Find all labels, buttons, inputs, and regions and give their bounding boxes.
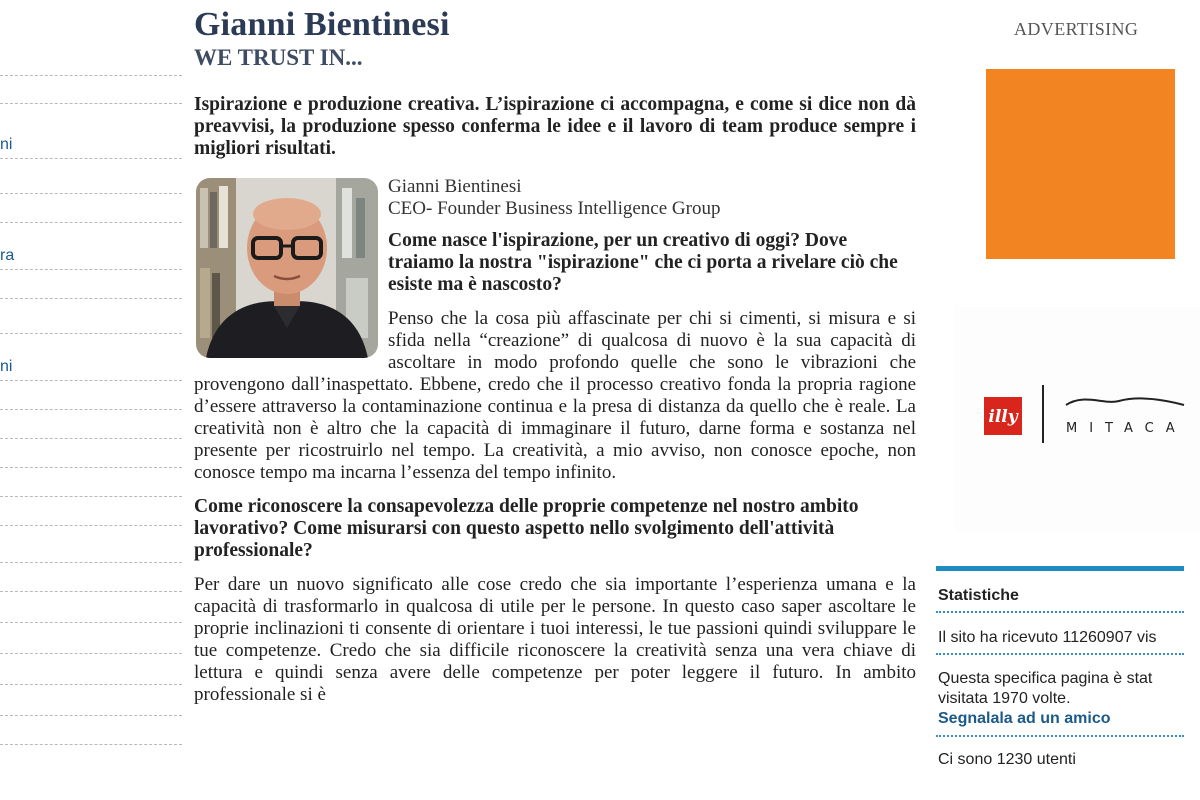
mitaca-logo-text: MITACA — [1066, 421, 1187, 436]
advertising-label: ADVERTISING — [1014, 19, 1139, 39]
nav-divider — [0, 525, 182, 526]
main-content — [194, 6, 916, 706]
nav-divider — [0, 75, 182, 76]
nav-divider — [0, 103, 182, 104]
statistics-box — [936, 571, 1200, 769]
statistics-users-online: Ci sono 1230 utenti — [938, 751, 1076, 768]
nav-divider — [0, 591, 182, 592]
portrait-image — [196, 178, 378, 358]
nav-divider — [0, 622, 182, 623]
nav-divider — [0, 496, 182, 497]
nav-item-fragment[interactable]: ni — [0, 358, 13, 375]
illy-logo-text: illy — [988, 407, 1018, 427]
right-sidebar — [936, 0, 1200, 800]
nav-divider — [0, 562, 182, 563]
left-navigation — [0, 0, 182, 800]
statistics-visits: Il sito ha ricevuto 11260907 vis — [936, 613, 1184, 655]
page-subtitle: WE TRUST IN... — [194, 45, 363, 70]
illy-mitaca-logo — [954, 305, 1200, 531]
nav-divider — [0, 269, 182, 270]
nav-divider — [0, 715, 182, 716]
nav-divider — [0, 333, 182, 334]
statistics-page-visits — [936, 655, 1184, 737]
nav-divider — [0, 158, 182, 159]
interview-question: Come nasce l'ispirazione, per un creativo di oggi? Dove traiamo la nostra "ispirazione" che ci porta a rivelare ciò che esiste ma è nascosto? — [388, 230, 898, 295]
interview-answer: Per dare un nuovo significato alle cose credo che sia importante l’esperienza umana e la capacità di trasformarlo in qualcosa di utile per le persone. In questo caso saper ascoltare le proprie inclinazioni ti consente di orientare i tuoi interessi, le tue passioni quindi sviluppare le tue competenze. Credo che sia difficile riconoscere la creatività senza una vera chiave di lettura e quindi senza avere delle competenze per poter leggere il futuro. In ambito professionale si è — [194, 574, 916, 705]
statistics-title: Statistiche — [936, 571, 1184, 613]
author-photo — [196, 178, 378, 358]
nav-divider — [0, 744, 182, 745]
share-with-friend-link[interactable]: Segnalala ad un amico — [938, 710, 1111, 727]
illy-mitaca-banner[interactable] — [954, 305, 1200, 531]
nav-divider — [0, 653, 182, 654]
interview-question: Come riconoscere la consapevolezza delle proprie competenze nel nostro ambito lavorativo? Come misurarsi con questo aspetto nello svolgimento dell'attività professionale? — [194, 496, 859, 561]
nav-divider — [0, 438, 182, 439]
nav-item-fragment[interactable]: ni — [0, 136, 13, 153]
interview-answer: Penso che la cosa più affascinate per chi si cimenti, si misura e si sfida nella “creazione” di qualcosa di nuovo è la sua capacità di ascoltare in modo profondo quelle che sono le vibrazioni che provengono dall’inaspettato. Ebbene, credo che il processo creativo fonda la propria ragione d’essere attraverso la contaminazione continua e la presa di distanza da quello che è reale. La creatività non è altro che la capacità di immaginare il futuro, darne forma e sostanza nel presente per ricostruirlo nel tempo. La creatività, a mio avviso, non conosce epoche, non conosce tempo ma incarna l’essenza del tempo infinito. — [194, 308, 916, 483]
page-visits-line: visitata 1970 volte. — [938, 690, 1071, 707]
author-role: CEO- Founder Business Intelligence Group — [388, 198, 721, 219]
nav-item-fragment[interactable]: ra — [0, 247, 15, 264]
article-body — [194, 176, 916, 706]
nav-divider — [0, 222, 182, 223]
author-name: Gianni Bientinesi — [388, 176, 522, 197]
nav-divider — [0, 380, 182, 381]
page-visits-line: Questa specifica pagina è stat — [938, 670, 1153, 687]
nav-divider — [0, 684, 182, 685]
article-lead: Ispirazione e produzione creativa. L’ispirazione ci accompagna, e come si dice non dà preavvisi, la produzione spesso conferma le idee e il lavoro di team produce sempre i migliori risultati. — [194, 94, 916, 159]
nav-divider — [0, 193, 182, 194]
nav-divider — [0, 409, 182, 410]
page-title: Gianni Bientinesi — [194, 6, 450, 43]
nav-divider — [0, 298, 182, 299]
nav-divider — [0, 467, 182, 468]
advertising-banner[interactable] — [986, 69, 1175, 259]
